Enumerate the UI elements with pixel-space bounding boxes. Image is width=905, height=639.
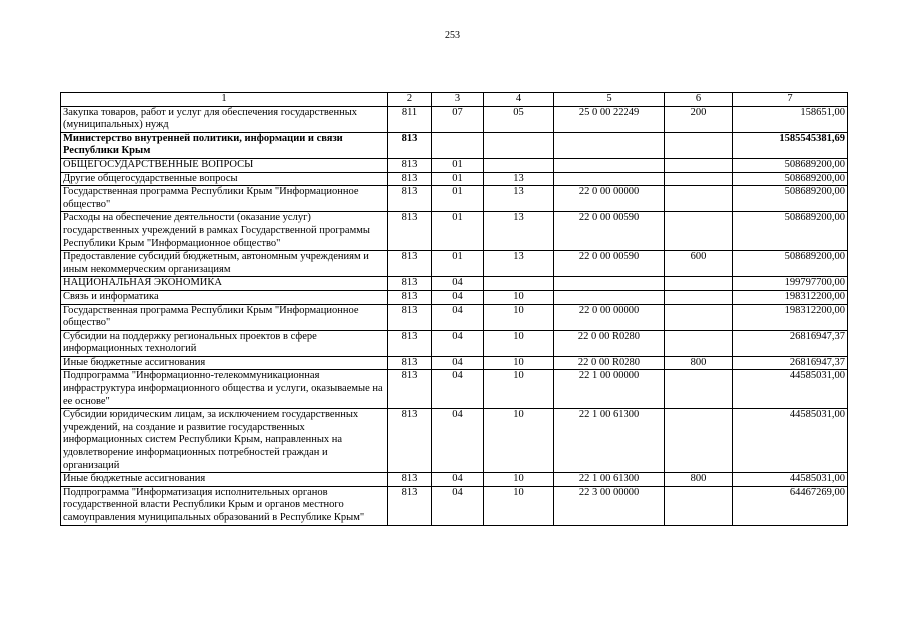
header-cell: 3 [432, 93, 484, 107]
target-article-cell: 22 3 00 00000 [554, 486, 665, 525]
amount-cell: 1585545381,69 [733, 132, 848, 158]
amount-cell: 26816947,37 [733, 330, 848, 356]
subsection-code-cell: 13 [484, 212, 554, 251]
amount-cell: 508689200,00 [733, 251, 848, 277]
subsection-code-cell [484, 277, 554, 291]
ministry-code-cell: 813 [388, 356, 432, 370]
amount-cell: 508689200,00 [733, 186, 848, 212]
section-code-cell: 01 [432, 251, 484, 277]
target-article-cell [554, 277, 665, 291]
section-code-cell: 04 [432, 330, 484, 356]
section-code-cell: 04 [432, 277, 484, 291]
table-row [61, 277, 848, 291]
table-body [61, 93, 848, 526]
row-name-cell: Закупка товаров, работ и услуг для обеспечения государственных (муниципальных) нужд [61, 106, 388, 132]
target-article-cell: 22 0 00 00000 [554, 304, 665, 330]
row-name-cell: Связь и информатика [61, 290, 388, 304]
ministry-code-cell: 813 [388, 330, 432, 356]
expense-type-cell [665, 304, 733, 330]
expense-type-cell [665, 158, 733, 172]
ministry-code-cell: 813 [388, 277, 432, 291]
row-name-cell: Субсидии на поддержку региональных проектов в сфере информационных технологий [61, 330, 388, 356]
expense-type-cell [665, 486, 733, 525]
section-code-cell: 04 [432, 304, 484, 330]
ministry-code-cell: 811 [388, 106, 432, 132]
subsection-code-cell: 10 [484, 356, 554, 370]
header-cell: 1 [61, 93, 388, 107]
budget-table [60, 92, 848, 526]
header-row [61, 93, 848, 107]
subsection-code-cell: 10 [484, 290, 554, 304]
expense-type-cell [665, 330, 733, 356]
table-row [61, 370, 848, 409]
table-row [61, 356, 848, 370]
ministry-code-cell: 813 [388, 172, 432, 186]
expense-type-cell [665, 277, 733, 291]
amount-cell: 199797700,00 [733, 277, 848, 291]
ministry-code-cell: 813 [388, 473, 432, 487]
section-code-cell: 01 [432, 158, 484, 172]
target-article-cell: 22 0 00 00590 [554, 251, 665, 277]
row-name-cell: Иные бюджетные ассигнования [61, 473, 388, 487]
section-code-cell: 01 [432, 212, 484, 251]
ministry-code-cell: 813 [388, 158, 432, 172]
subsection-code-cell: 10 [484, 473, 554, 487]
ministry-code-cell: 813 [388, 290, 432, 304]
expense-type-cell: 600 [665, 251, 733, 277]
ministry-code-cell: 813 [388, 132, 432, 158]
row-name-cell: Субсидии юридическим лицам, за исключением государственных учреждений, на создание и развитие государственных информационных систем Республики Крым, направленных на удовлетворение информационных потребностей граждан и организаций [61, 409, 388, 473]
table-row [61, 473, 848, 487]
ministry-code-cell: 813 [388, 212, 432, 251]
amount-cell: 508689200,00 [733, 158, 848, 172]
subsection-code-cell: 10 [484, 330, 554, 356]
row-name-cell: Иные бюджетные ассигнования [61, 356, 388, 370]
section-code-cell: 04 [432, 290, 484, 304]
expense-type-cell [665, 132, 733, 158]
subsection-code-cell [484, 132, 554, 158]
target-article-cell [554, 290, 665, 304]
header-cell: 2 [388, 93, 432, 107]
target-article-cell: 22 1 00 00000 [554, 370, 665, 409]
amount-cell: 64467269,00 [733, 486, 848, 525]
expense-type-cell [665, 186, 733, 212]
row-name-cell: Подпрограмма "Информатизация исполнительных органов государственной власти Республики Крым и органов местного самоуправления муниципальных образований в Республике Крым" [61, 486, 388, 525]
row-name-cell: Расходы на обеспечение деятельности (оказание услуг) государственных учреждений в рамках Государственной программы Республики Крым "Информационное общество" [61, 212, 388, 251]
row-name-cell: Другие общегосударственные вопросы [61, 172, 388, 186]
table-row [61, 304, 848, 330]
ministry-code-cell: 813 [388, 186, 432, 212]
expense-type-cell [665, 370, 733, 409]
subsection-code-cell: 10 [484, 304, 554, 330]
row-name-cell: НАЦИОНАЛЬНАЯ ЭКОНОМИКА [61, 277, 388, 291]
subsection-code-cell: 10 [484, 409, 554, 473]
subsection-code-cell: 13 [484, 172, 554, 186]
header-cell: 4 [484, 93, 554, 107]
expense-type-cell: 800 [665, 473, 733, 487]
target-article-cell: 22 0 00 R0280 [554, 330, 665, 356]
target-article-cell: 22 0 00 00590 [554, 212, 665, 251]
subsection-code-cell: 13 [484, 251, 554, 277]
section-code-cell: 04 [432, 473, 484, 487]
subsection-code-cell: 05 [484, 106, 554, 132]
subsection-code-cell: 10 [484, 486, 554, 525]
page-number: 253 [445, 30, 460, 41]
amount-cell: 158651,00 [733, 106, 848, 132]
table-row [61, 158, 848, 172]
target-article-cell [554, 132, 665, 158]
table-row [61, 186, 848, 212]
expense-type-cell [665, 290, 733, 304]
table-row [61, 106, 848, 132]
table-row [61, 132, 848, 158]
header-cell: 7 [733, 93, 848, 107]
row-name-cell: Предоставление субсидий бюджетным, автономным учреждениям и иным некоммерческим организациям [61, 251, 388, 277]
header-cell: 6 [665, 93, 733, 107]
table-row [61, 212, 848, 251]
target-article-cell [554, 172, 665, 186]
subsection-code-cell: 13 [484, 186, 554, 212]
table-row [61, 409, 848, 473]
table-row [61, 290, 848, 304]
ministry-code-cell: 813 [388, 370, 432, 409]
row-name-cell: Государственная программа Республики Крым "Информационное общество" [61, 304, 388, 330]
row-name-cell: Государственная программа Республики Крым "Информационное общество" [61, 186, 388, 212]
section-code-cell: 04 [432, 356, 484, 370]
expense-type-cell [665, 212, 733, 251]
table-row [61, 251, 848, 277]
expense-type-cell: 800 [665, 356, 733, 370]
ministry-code-cell: 813 [388, 251, 432, 277]
ministry-code-cell: 813 [388, 486, 432, 525]
target-article-cell: 25 0 00 22249 [554, 106, 665, 132]
header-cell: 5 [554, 93, 665, 107]
amount-cell: 198312200,00 [733, 290, 848, 304]
table-row [61, 486, 848, 525]
section-code-cell: 04 [432, 486, 484, 525]
table-row [61, 172, 848, 186]
target-article-cell [554, 158, 665, 172]
section-code-cell: 01 [432, 172, 484, 186]
subsection-code-cell [484, 158, 554, 172]
expense-type-cell: 200 [665, 106, 733, 132]
section-code-cell [432, 132, 484, 158]
amount-cell: 198312200,00 [733, 304, 848, 330]
target-article-cell: 22 0 00 R0280 [554, 356, 665, 370]
amount-cell: 26816947,37 [733, 356, 848, 370]
expense-type-cell [665, 409, 733, 473]
amount-cell: 44585031,00 [733, 473, 848, 487]
ministry-code-cell: 813 [388, 304, 432, 330]
row-name-cell: Министерство внутренней политики, информации и связи Республики Крым [61, 132, 388, 158]
amount-cell: 44585031,00 [733, 370, 848, 409]
amount-cell: 508689200,00 [733, 172, 848, 186]
section-code-cell: 04 [432, 370, 484, 409]
expense-type-cell [665, 172, 733, 186]
amount-cell: 44585031,00 [733, 409, 848, 473]
target-article-cell: 22 0 00 00000 [554, 186, 665, 212]
section-code-cell: 01 [432, 186, 484, 212]
ministry-code-cell: 813 [388, 409, 432, 473]
row-name-cell: Подпрограмма "Информационно-телекоммуникационная инфраструктура информационного общества и услуги, оказываемые на ее основе" [61, 370, 388, 409]
row-name-cell: ОБЩЕГОСУДАРСТВЕННЫЕ ВОПРОСЫ [61, 158, 388, 172]
subsection-code-cell: 10 [484, 370, 554, 409]
target-article-cell: 22 1 00 61300 [554, 473, 665, 487]
section-code-cell: 07 [432, 106, 484, 132]
amount-cell: 508689200,00 [733, 212, 848, 251]
table-row [61, 330, 848, 356]
section-code-cell: 04 [432, 409, 484, 473]
target-article-cell: 22 1 00 61300 [554, 409, 665, 473]
